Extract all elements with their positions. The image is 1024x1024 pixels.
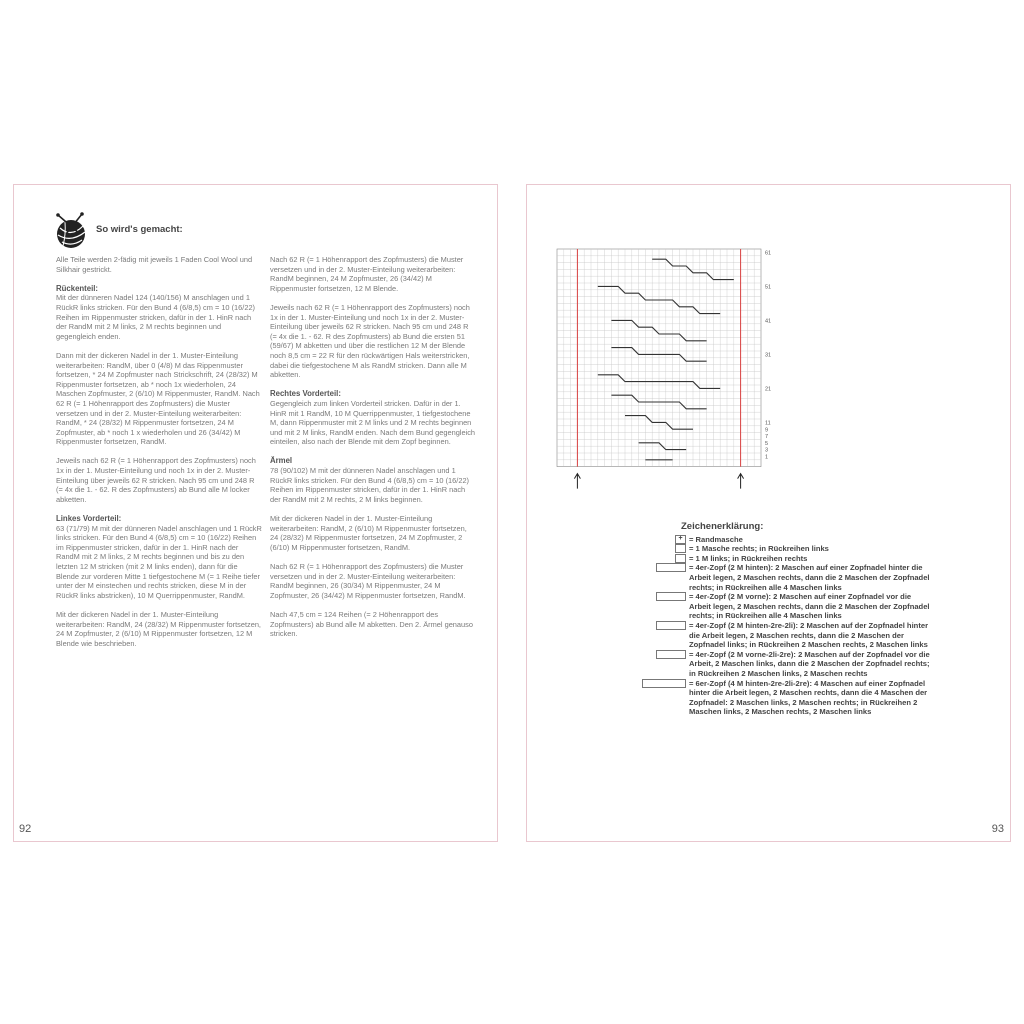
section-title: So wird's gemacht:: [96, 224, 183, 235]
section-heading: Rückenteil:: [56, 283, 99, 293]
chart-row-label: 21: [765, 386, 772, 393]
section-heading: Rechtes Vorderteil:: [270, 389, 341, 399]
text-column-left: [56, 255, 262, 658]
legend-text: = 4er-Zopf (2 M vorne): 2 Maschen auf einer Zopfnadel vor die Arbeit legen, 2 Maschen rechts, dann die 2 Maschen der Zopfnadel rechts; in Rückreihen alle 4 Maschen links: [689, 592, 930, 621]
chart-row-label: 1: [765, 454, 769, 461]
cable4bp-symbol-icon: [656, 621, 686, 630]
paragraph: 63 (71/79) M mit der dünneren Nadel anschlagen und 1 RückR links stricken. Für den Bund 4 (6/8,5) cm = 10 (16/22) Reihen im Rippenmuster stricken, dafür in der 1. HinR nach der RandM mit 2 M links, 2 M rechts beginnen und bis zu den letzten 12 M stricken (mit 2 M links enden), dann für die Blende zur vorderen Mitte 1 tiefgestochene M (= 1 Reihe tiefer unter der M einstechen und rechts stricken, diese M in der RückR links abstricken), 10 M Querrippenmuster, RandM.: [56, 523, 262, 600]
legend-text: = 4er-Zopf (2 M hinten): 2 Maschen auf einer Zopfnadel hinter die Arbeit legen, 2 Maschen rechts, dann die 2 Maschen der Zopfnadel rechts; in Rückreihen alle 4 Maschen links: [689, 563, 930, 592]
paragraph: Mit der dickeren Nadel in der 1. Muster-Einteilung weiterarbeiten: RandM, 2 (6/10) M Rippenmuster fortsetzen, 24 (28/32) M Rippenmuster fortsetzen, 24 M Zopfmuster, 2 (6/10) M Rippenmuster fortsetzen, RandM.: [270, 514, 467, 552]
paragraph: Mit der dünneren Nadel 124 (140/156) M anschlagen und 1 RückR links stricken. Für den Bund 4 (6/8,5) cm = 10 (16/22) Reihen im Rippenmuster stricken, dafür in der 1. HinR nach der RandM mit 2 M links, 2 M rechts beginnen und gegengleich enden.: [56, 293, 256, 341]
chart-row-label: 61: [765, 250, 772, 257]
symbol-legend: [633, 522, 933, 717]
legend-text: = Randmasche: [689, 534, 743, 544]
legend-item: [633, 554, 933, 564]
arrow-up-icon: [738, 474, 744, 489]
paragraph: Nach 47,5 cm = 124 Reihen (= 2 Höhenrapport des Zopfmusters) ab Bund alle M abketten. Den 2. Ärmel genauso stricken.: [270, 609, 473, 639]
legend-text: = 1 Masche rechts; in Rückreihen links: [689, 544, 829, 554]
cable4fp-symbol-icon: [656, 650, 686, 659]
arrow-up-icon: [574, 474, 580, 489]
page-number-right: 93: [991, 823, 1004, 835]
legend-item: [633, 650, 933, 679]
legend-title: Zeichenerklärung:: [681, 521, 764, 532]
paragraph: Mit der dickeren Nadel in der 1. Muster-Einteilung weiterarbeiten: RandM, 24 (28/32) M Rippenmuster fortsetzen, 24 M Zopfmuster, 2 (6/10) M Rippenmuster fortsetzen, 12 M Blende wie beschrieben.: [56, 609, 261, 648]
cable6-symbol-icon: [642, 679, 686, 688]
paragraph: Alle Teile werden 2-fädig mit jeweils 1 Faden Cool Wool und Silkhair gestrickt.: [56, 255, 253, 274]
legend-item: [633, 621, 933, 650]
chart-row-label: 9: [765, 427, 769, 434]
chart-row-label: 7: [765, 434, 769, 441]
chart-row-label: 41: [765, 318, 772, 325]
legend-text: = 4er-Zopf (2 M vorne-2li-2re): 2 Maschen auf der Zopfnadel vor die Arbeit, 2 Maschen links, dann die 2 Maschen der Zopfnadel rechts; in Rückreihen 2 Maschen links, 2 Maschen rechts: [689, 649, 930, 678]
cable4f-symbol-icon: [656, 592, 686, 601]
page-number-left: 92: [19, 823, 32, 835]
yarn-ball-icon: [52, 212, 92, 250]
cable4b-symbol-icon: [656, 563, 686, 572]
right-page: [526, 184, 1011, 842]
paragraph: Jeweils nach 62 R (= 1 Höhenrapport des Zopfmusters) noch 1x in der 1. Muster-Einteilung und noch 1x in der 2. Muster-Einteilung über jeweils 62 R stricken. Nach 95 cm und 248 R (= 4x die 1. - 62. R des Zopfmusters) ab Bund die ersten 51 (59/67) M abketten und über die restlichen 12 M der Blende noch 8,5 cm = 22 R für den rückwärtigen Hals weiterstricken, dabei die tiefgestochene M als RandM stricken. Dann alle M abketten.: [270, 302, 470, 380]
knit-symbol-icon: [675, 544, 686, 553]
legend-item: [633, 563, 933, 592]
chart-row-label: 5: [765, 440, 769, 447]
text-column-right: [270, 255, 476, 648]
paragraph: Gegengleich zum linken Vorderteil stricken. Dafür in der 1. HinR mit 1 RandM, 10 M Querrippenmuster, 1 tiefgestochene M, dann Rippenmuster mit 2 M links und 2 M rechts beginnen und mit 2 M links, RandM enden. Nach dem Bund gegengleich einteilen, also nach der Blende mit dem Zopf beginnen.: [270, 398, 476, 447]
paragraph: Dann mit der dickeren Nadel in der 1. Muster-Einteilung weiterarbeiten: RandM, über 0 (4/8) M das Rippenmuster fortsetzen, * 24 M Zopfmuster nach Strickschrift, 24 (28/32) M Rippenmuster fortsetzen, ab * noch 1x wiederholen, 24 Maschen Zopfmuster, 2 (6/10) M Rippenmuster, RandM. Nach 62 R (= 1 Höhenrapport des Zopfmusters) die Muster versetzen und in der 2. Muster-Einteilung weiterarbeiten: RandM, * 24 (28/32) M Rippenmuster fortsetzen, 24 M Zopfmuster, ab * noch 1 x wiederholen und 26 (34/42) M Rippenmuster fortsetzen, RandM.: [56, 350, 260, 447]
legend-text: = 6er-Zopf (4 M hinten-2re-2li-2re): 4 Maschen auf einer Zopfnadel hinter die Arbeit legen, 2 Maschen rechts, dann die 4 Maschen der Zopfnadel: 2 Maschen links, 2 Maschen rechts; in Rückreihen 2 Maschen links, 2 Maschen rechts, 2 Maschen links: [689, 678, 928, 717]
section-heading: Linkes Vorderteil:: [56, 514, 122, 524]
purl-symbol-icon: [675, 554, 686, 563]
chart-row-label: 3: [765, 447, 769, 454]
legend-item: [633, 535, 933, 545]
legend-item: [633, 679, 933, 717]
legend-text: = 1 M links; in Rückreihen rechts: [689, 553, 808, 563]
legend-item: [633, 544, 933, 554]
chart-row-label: 31: [765, 352, 772, 359]
section-heading: Ärmel: [270, 456, 293, 466]
paragraph: Nach 62 R (= 1 Höhenrapport des Zopfmusters) die Muster versetzen und in der 2. Muster-Einteilung weiterarbeiten: RandM beginnen, 24 M Zopfmuster, 26 (34/42) M Rippenmuster fortsetzen, 12 M Blende.: [270, 255, 464, 293]
paragraph: 78 (90/102) M mit der dünneren Nadel anschlagen und 1 RückR links stricken. Für den Bund 4 (6/8,5) cm = 10 (16/22) Reihen im Rippenmuster stricken, dafür in der 1. HinR nach der RandM mit 2 M rechts, 2 M links beginnen.: [270, 466, 470, 504]
chart-row-label: 11: [765, 420, 771, 427]
legend-text: = 4er-Zopf (2 M hinten-2re-2li): 2 Maschen auf der Zopfnadel hinter die Arbeit legen, 2 Maschen rechts, dann die 2 Maschen der Zopfnadel links; in Rückreihen 2 Maschen rechts, 2 Maschen links: [689, 620, 929, 650]
knitting-chart: [555, 243, 805, 498]
paragraph: Nach 62 R (= 1 Höhenrapport des Zopfmusters) die Muster versetzen und in der 2. Muster-Einteilung weiterarbeiten: RandM beginnen, 26 (30/34) M Rippenmuster, 24 M Zopfmuster, 26 (34/42) M Rippenmuster fortsetzen, RandM.: [270, 562, 466, 600]
left-page: [13, 184, 498, 842]
edge-symbol-icon: +: [675, 535, 686, 544]
legend-item: [633, 592, 933, 621]
chart-row-label: 51: [765, 284, 772, 291]
paragraph: Jeweils nach 62 R (= 1 Höhenrapport des Zopfmusters) noch 1x in der 1. Muster-Einteilung und noch 1x in der 2. Muster-Einteilung über jeweils 62 R stricken. Nach 95 cm und 248 R (= 4x die 1. - 62. R des Zopfmusters) ab Bund alle M locker abketten.: [56, 456, 256, 504]
